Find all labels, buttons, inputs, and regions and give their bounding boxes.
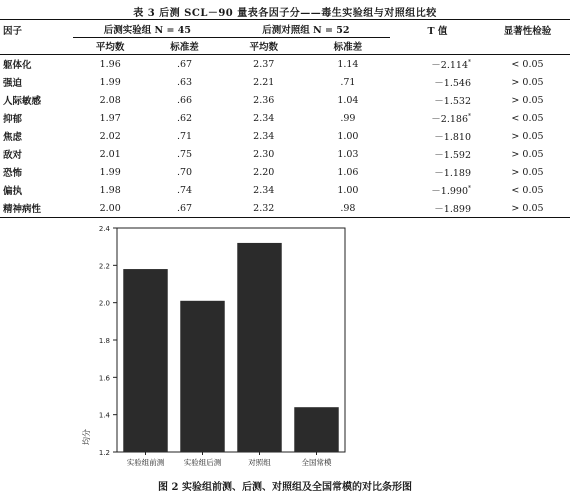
row-t-value: －1.546 (434, 78, 471, 89)
row-significance: > 0.05 (511, 76, 544, 88)
row-t-value: －2.114* (431, 58, 471, 71)
y-tick-label: 2.2 (98, 262, 110, 271)
row-mean-experimental: 2.02 (99, 130, 121, 142)
header-group-experimental: 后测实验组 N = 45 (73, 20, 222, 38)
row-significance: > 0.05 (511, 130, 544, 142)
table-header-row-1 (0, 20, 570, 38)
y-tick-label: 1.6 (98, 374, 110, 383)
row-t-value: －1.189 (434, 168, 471, 179)
row-factor: 强迫 (3, 78, 23, 89)
row-mean-control: 2.34 (253, 130, 275, 142)
row-factor: 人际敏感 (3, 96, 42, 107)
y-tick-label: 2.0 (98, 299, 110, 308)
x-tick-label: 全国常模 (301, 458, 332, 467)
y-tick-label: 2.4 (98, 225, 110, 233)
x-tick-label: 实验组前测 (126, 458, 165, 467)
row-mean-control: 2.30 (253, 148, 275, 160)
figure-caption: 图 2 实验组前测、后测、对照组及全国常模的对比条形图 (158, 482, 412, 493)
bar-chart (75, 222, 375, 472)
row-significance: > 0.05 (511, 166, 544, 178)
significance-star: * (468, 112, 471, 120)
row-t-value: －1.592 (434, 150, 471, 161)
header-factor: 因子 (0, 20, 73, 55)
row-mean-experimental: 1.98 (99, 184, 121, 196)
significance-star: * (468, 58, 471, 66)
row-factor: 抑郁 (3, 114, 23, 125)
row-factor: 恐怖 (3, 168, 23, 179)
bar (237, 243, 281, 452)
row-factor: 焦虑 (3, 132, 23, 143)
header-t-value: T 值 (390, 20, 485, 55)
row-mean-control: 2.34 (253, 112, 275, 124)
row-sd-control: 1.04 (337, 94, 359, 106)
table-row (0, 199, 570, 218)
row-significance: > 0.05 (511, 148, 544, 160)
row-t-value: －1.810 (434, 132, 471, 143)
x-tick-label: 实验组后测 (183, 458, 222, 467)
significance-star: * (468, 184, 471, 192)
row-mean-experimental: 1.96 (99, 58, 121, 70)
row-mean-experimental: 1.99 (99, 166, 121, 178)
table-body (0, 55, 570, 218)
table-row (0, 73, 570, 91)
header-significance: 显著性检验 (485, 20, 570, 55)
subheader-mean-1: 平均数 (73, 38, 147, 55)
bar-chart-figure (75, 222, 375, 472)
subheader-mean-2: 平均数 (222, 38, 306, 55)
bar (294, 407, 338, 452)
row-mean-control: 2.36 (253, 94, 275, 106)
row-factor: 躯体化 (3, 60, 32, 71)
row-sd-control: 1.00 (337, 130, 359, 142)
row-mean-control: 2.32 (222, 199, 306, 218)
table-row (0, 109, 570, 127)
row-factor: 精神病性 (0, 199, 73, 218)
row-mean-experimental: 2.00 (73, 199, 147, 218)
row-significance: > 0.05 (485, 199, 570, 218)
row-mean-control: 2.21 (253, 76, 275, 88)
row-mean-experimental: 1.99 (99, 76, 121, 88)
row-sd-control: 1.06 (337, 166, 359, 178)
y-tick-label: 1.8 (98, 337, 110, 345)
row-sd-experimental: .67 (147, 199, 221, 218)
table-row (0, 127, 570, 145)
y-axis-label: 均分 (82, 429, 91, 445)
row-factor: 敌对 (3, 150, 23, 161)
bar (123, 269, 167, 452)
scl90-comparison-table (0, 19, 570, 218)
row-t-value: －1.990* (431, 184, 471, 197)
table-row (0, 163, 570, 181)
row-sd-experimental: .75 (176, 148, 193, 160)
x-tick-label: 对照组 (248, 458, 271, 467)
row-mean-experimental: 2.08 (99, 94, 121, 106)
row-significance: < 0.05 (511, 112, 544, 124)
row-sd-control: .98 (306, 199, 390, 218)
table-row (0, 181, 570, 199)
row-mean-control: 2.37 (253, 58, 275, 70)
row-t-value: －2.186* (431, 112, 471, 125)
row-sd-control: 1.00 (337, 184, 359, 196)
subheader-sd-2: 标准差 (306, 38, 390, 55)
bar (180, 301, 224, 452)
row-sd-control: 1.14 (337, 58, 359, 70)
row-sd-control: .71 (340, 76, 356, 88)
row-mean-experimental: 2.01 (99, 148, 121, 160)
subheader-sd-1: 标准差 (147, 38, 221, 55)
table-row (0, 55, 570, 74)
row-sd-experimental: .70 (176, 166, 193, 178)
row-significance: < 0.05 (511, 58, 544, 70)
row-mean-control: 2.34 (253, 184, 275, 196)
row-sd-control: 1.03 (337, 148, 359, 160)
row-sd-experimental: .62 (176, 112, 193, 124)
row-significance: < 0.05 (511, 184, 544, 196)
row-sd-experimental: .66 (176, 94, 193, 106)
row-sd-control: .99 (340, 112, 356, 124)
row-sd-experimental: .74 (176, 184, 193, 196)
row-sd-experimental: .63 (176, 76, 193, 88)
row-t-value: －1.899 (390, 199, 485, 218)
row-sd-experimental: .67 (176, 58, 193, 70)
row-mean-control: 2.20 (253, 166, 275, 178)
row-sd-experimental: .71 (176, 130, 193, 142)
table-caption: 表 3 后测 SCL－90 量表各因子分——毒生实验组与对照组比较 (133, 8, 437, 19)
y-tick-label: 1.4 (98, 411, 110, 420)
y-tick-label: 1.2 (98, 449, 110, 457)
table-row (0, 145, 570, 163)
header-group-control: 后测对照组 N = 52 (222, 20, 390, 38)
row-mean-experimental: 1.97 (99, 112, 121, 124)
row-significance: > 0.05 (511, 94, 544, 106)
row-factor: 偏执 (3, 186, 23, 197)
row-t-value: －1.532 (434, 96, 471, 107)
table-row (0, 91, 570, 109)
